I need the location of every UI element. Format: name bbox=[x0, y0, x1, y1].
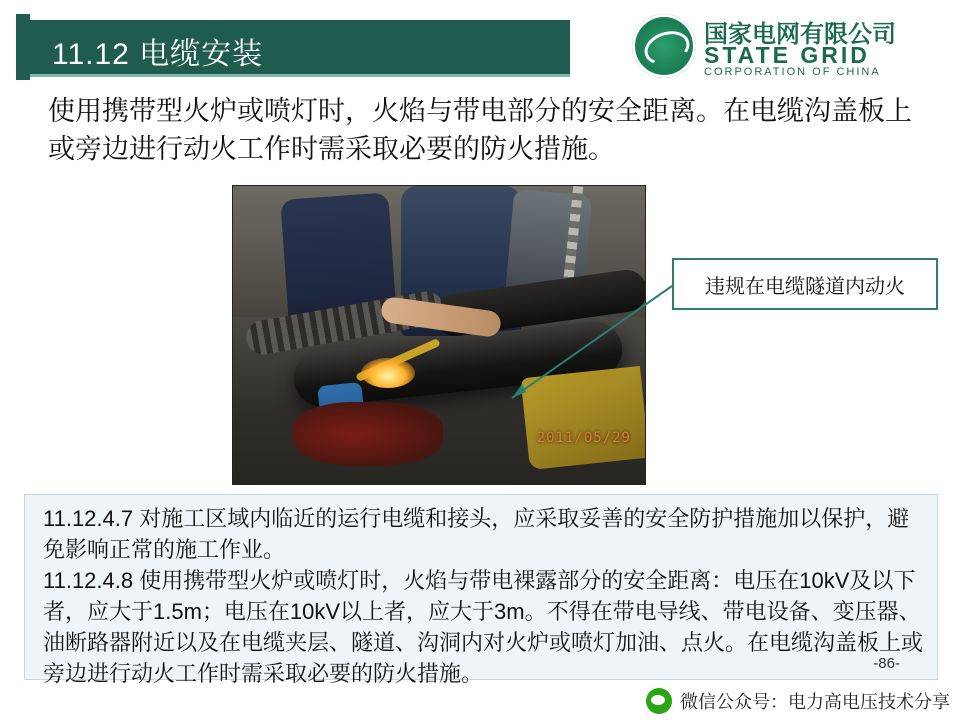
footer-watermark bbox=[646, 688, 950, 714]
regulation-note-body bbox=[43, 503, 927, 689]
site-photo bbox=[232, 185, 646, 485]
wechat-icon bbox=[646, 688, 672, 714]
title-accent-bar bbox=[16, 14, 30, 80]
regulation-clause-4-7: 11.12.4.7 对施工区域内临近的运行电缆和接头，应采取妥善的安全防护措施加以保护，避免影响正常的施工作业。 bbox=[43, 506, 910, 562]
photo-date-stamp: 2011/05/29 bbox=[536, 430, 631, 446]
logo-company-en-sub: CORPORATION OF CHINA bbox=[704, 66, 881, 78]
regulation-clause-4-8: 11.12.4.8 使用携带型火炉或喷灯时，火焰与带电裸露部分的安全距离：电压在10kV及以下者，应大于1.5m；电压在10kV以上者，应大于3m。不得在带电导线、带电设备、变压器、油断路器附近以及在电缆夹层、隧道、沟洞内对火炉或喷灯加油、点火。在电缆沟盖板上或旁边进行动火工作时需采取必要的防火措施。 bbox=[43, 568, 924, 686]
page-title: 11.12 电缆安装 bbox=[52, 38, 264, 71]
regulation-note-box bbox=[24, 494, 938, 686]
logo-company-en: STATE GRID bbox=[704, 42, 870, 68]
page-number: -86- bbox=[873, 655, 900, 672]
slide-title-bar bbox=[30, 20, 570, 77]
footer-text: 微信公众号：电力高电压技术分享 bbox=[680, 692, 950, 712]
photo-red-stain bbox=[293, 402, 443, 466]
callout-box bbox=[672, 258, 938, 310]
state-grid-logo bbox=[632, 12, 952, 80]
photo-flame bbox=[361, 358, 415, 388]
state-grid-globe-icon bbox=[632, 14, 696, 78]
callout-label: 违规在电缆隧道内动火 bbox=[705, 275, 905, 298]
lead-paragraph: 使用携带型火炉或喷灯时，火焰与带电部分的安全距离。在电缆沟盖板上或旁边进行动火工作时需采取必要的防火措施。 bbox=[48, 96, 912, 164]
logo-company-cn: 国家电网有限公司 bbox=[704, 21, 896, 48]
photo-tarp bbox=[521, 366, 646, 470]
